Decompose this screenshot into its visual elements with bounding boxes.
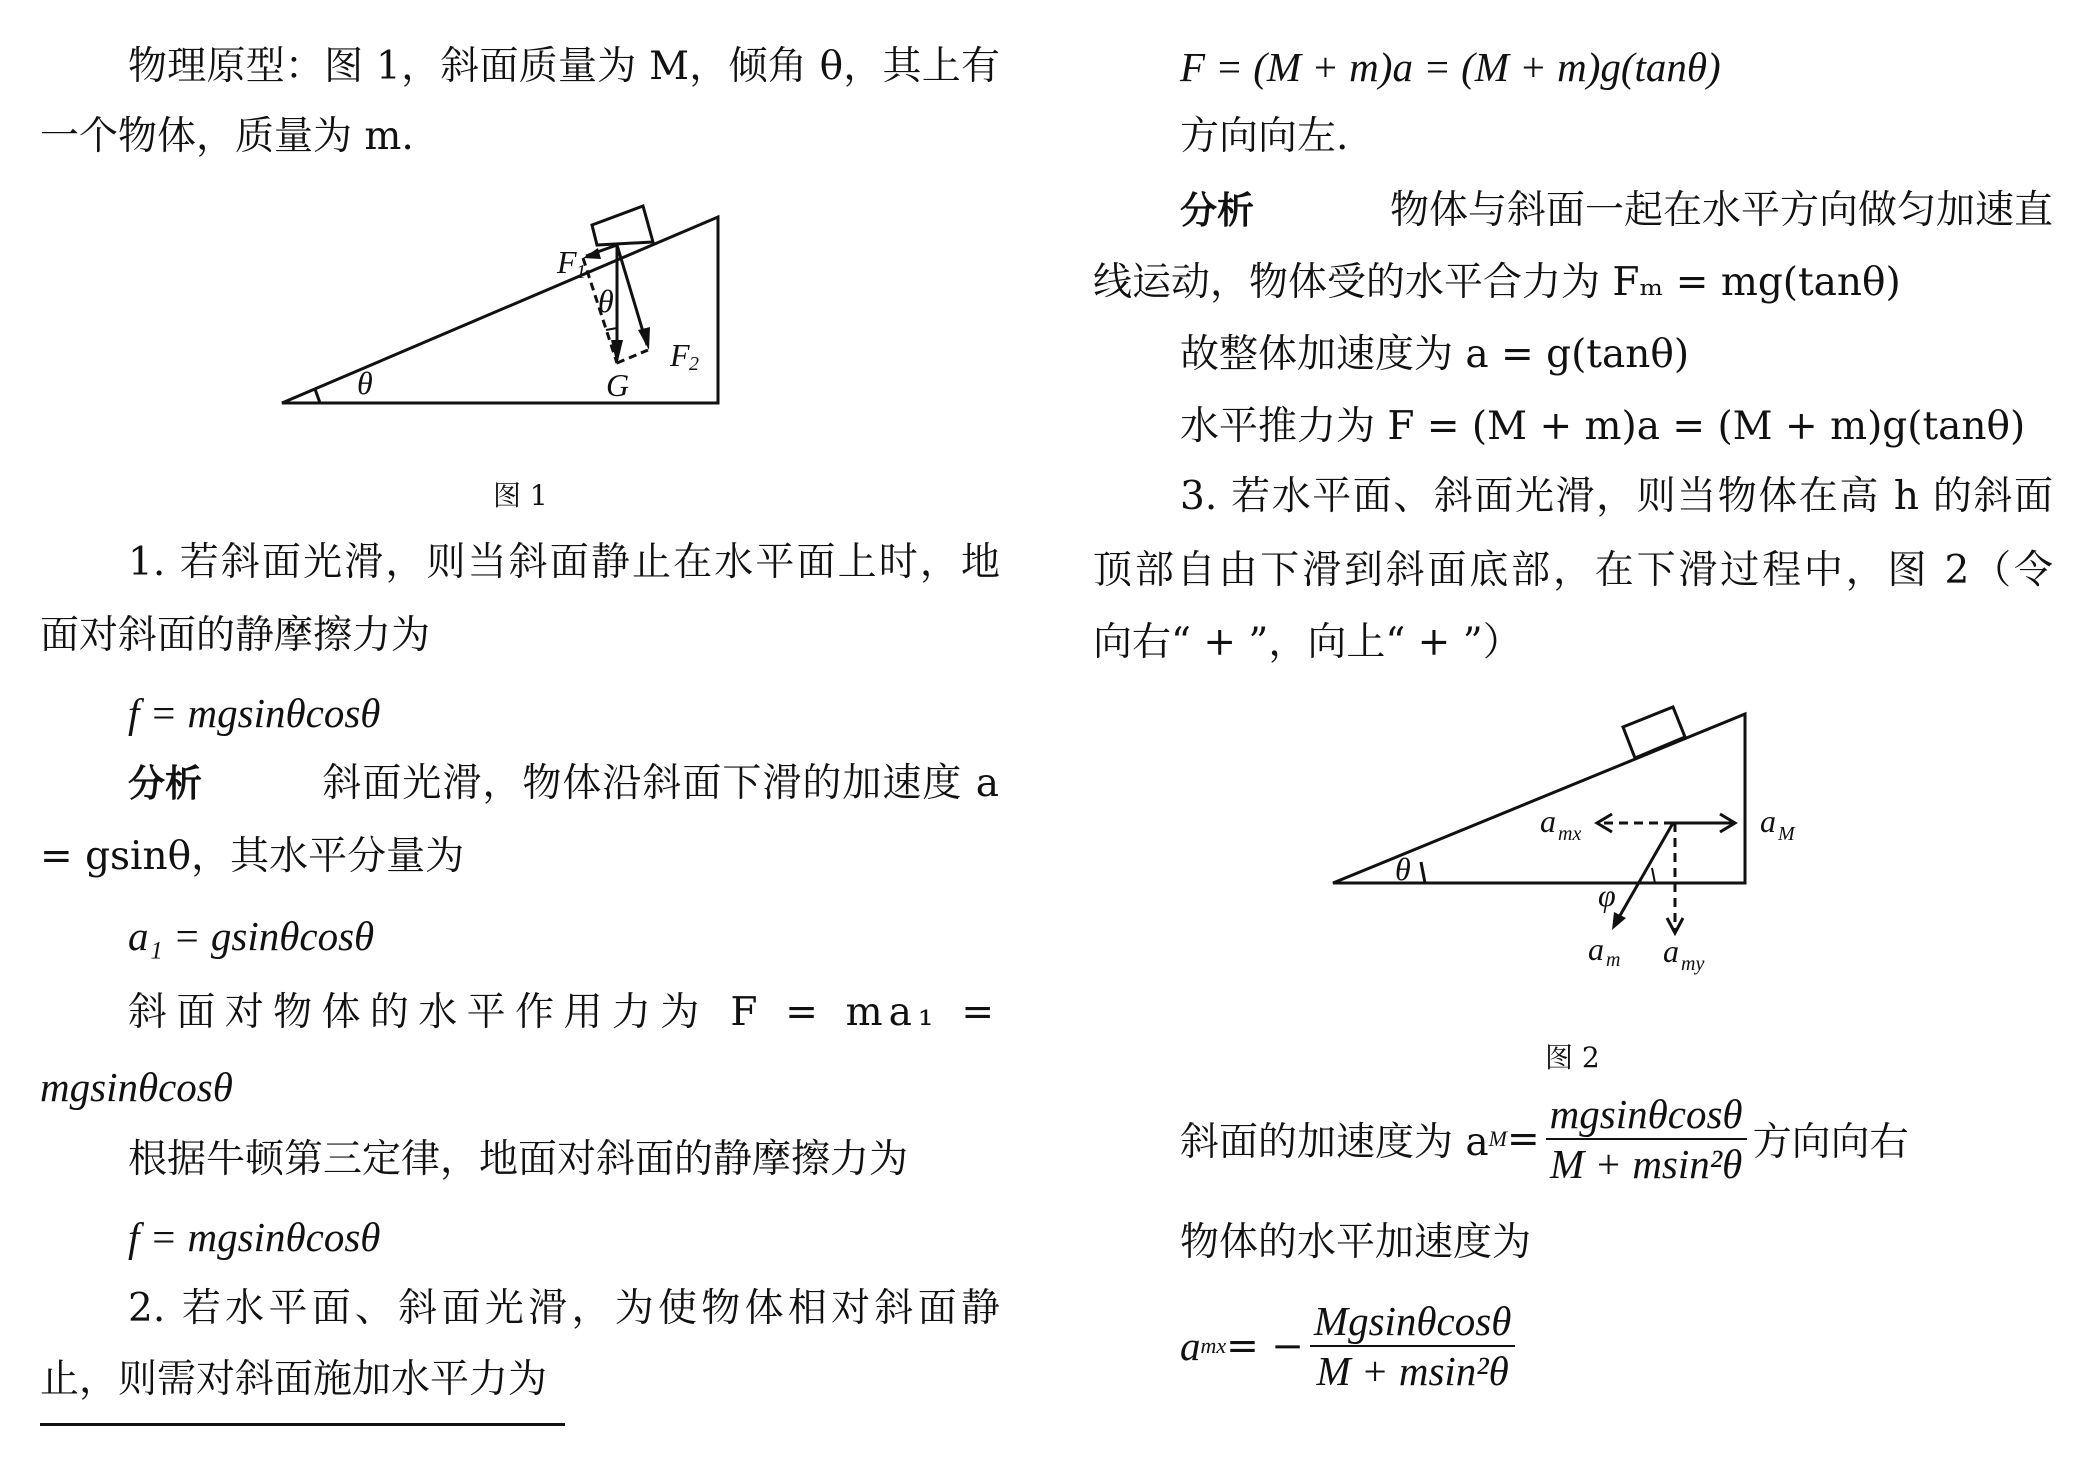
formula: f = mgsinθcosθ: [128, 1214, 381, 1260]
denominator: M + msin²θ: [1316, 1348, 1509, 1394]
incline-triangle: [282, 217, 718, 403]
formula-amx: [1180, 1297, 1521, 1395]
figure-2: [1333, 707, 1745, 933]
text-line: 2. 若水平面、斜面光滑，为使物体相对斜面静: [128, 1286, 1000, 1331]
text-line: 止，则需对斜面施加水平力为: [40, 1357, 548, 1402]
phi-label: φ: [1598, 877, 1616, 913]
amx-subscript: mx: [1558, 823, 1582, 845]
figure-2-caption: 图 2: [1545, 1041, 1600, 1074]
theta-label: θ: [357, 365, 373, 401]
text-line: [128, 758, 1000, 810]
text-line: 一个物体，质量为 m.: [40, 114, 414, 159]
analysis-heading: 分析: [128, 762, 202, 805]
formula: a₁ = gsinθcosθ: [128, 913, 375, 959]
text-line: 面对斜面的静摩擦力为: [40, 613, 431, 658]
figure-1-caption: 图 1: [493, 479, 548, 512]
subscript: M: [1488, 1126, 1507, 1151]
theta-label: θ: [1395, 851, 1411, 887]
text-line: 斜面对物体的水平作用力为 F = ma₁ =: [128, 990, 1000, 1035]
f2-label: F: [670, 337, 690, 373]
am-subscript: m: [1606, 949, 1621, 971]
text-line: 水平推力为 F = (M + m)a = (M + m)g(tanθ): [1180, 404, 2026, 449]
equals: =: [1506, 1116, 1540, 1162]
text-line: 顶部自由下滑到斜面底部，在下滑过程中，图 2（令: [1093, 548, 2053, 593]
subscript: mx: [1200, 1333, 1227, 1358]
text-line: 根据牛顿第三定律，地面对斜面的静摩擦力为: [128, 1137, 909, 1182]
block: [592, 206, 653, 245]
amy-label: a: [1663, 933, 1679, 969]
angle-arc: [315, 389, 320, 403]
text: 方向向右: [1752, 1120, 1909, 1165]
text-line: 物理原型：图 1，斜面质量为 M，倾角 θ，其上有: [128, 44, 1000, 89]
denominator: M + msin²θ: [1550, 1141, 1743, 1187]
text-line: 向右“ + ”，向上“ + ”）: [1093, 620, 1522, 665]
f1-subscript: 1: [576, 261, 586, 283]
formula: f = mgsinθcosθ: [128, 690, 381, 736]
text-line: 物体的水平加速度为: [1180, 1220, 1532, 1265]
text-line-content: 斜面光滑，物体沿斜面下滑的加速度 a: [322, 761, 1000, 806]
text-line-content: 物体与斜面一起在水平方向做匀加速直: [1389, 188, 2053, 233]
am-arrow: [1614, 823, 1673, 926]
numerator: mgsinθcosθ: [1546, 1090, 1747, 1140]
numerator: Mgsinθcosθ: [1310, 1297, 1515, 1347]
block: [1623, 707, 1685, 758]
f1-label: F: [557, 244, 577, 280]
analysis-heading: 分析: [1180, 189, 1254, 232]
text-line: 1. 若斜面光滑，则当斜面静止在水平面上时，地: [128, 540, 1000, 585]
aM-subscript: M: [1778, 823, 1795, 845]
equals: = −: [1226, 1323, 1304, 1369]
footnote-divider: [40, 1423, 565, 1426]
text: 斜面的加速度为 a: [1180, 1120, 1489, 1165]
text-line: 3. 若水平面、斜面光滑，则当物体在高 h 的斜面: [1180, 474, 2053, 519]
am-label: a: [1588, 931, 1604, 967]
aM-label: a: [1760, 803, 1776, 839]
fraction: [1546, 1090, 1747, 1188]
amy-subscript: my: [1681, 953, 1705, 975]
text-line: [1180, 185, 2053, 237]
text-line: 故整体加速度为 a = g(tanθ): [1180, 332, 1690, 377]
fraction: [1310, 1297, 1515, 1395]
formula: mgsinθcosθ: [40, 1064, 233, 1110]
amx-label: a: [1540, 803, 1556, 839]
formula: F = (M + m)a = (M + m)g(tanθ): [1180, 44, 1721, 90]
text-line: 方向向左.: [1180, 114, 1349, 159]
theta-label: θ: [598, 283, 614, 319]
text-line: 线运动，物体受的水平合力为 Fₘ = mg(tanθ): [1093, 260, 1901, 305]
g-label: G: [606, 367, 630, 403]
formula-aM: [1180, 1090, 1909, 1188]
f2-subscript: 2: [689, 353, 699, 375]
text-line: = gsinθ，其水平分量为: [40, 834, 465, 879]
text: a: [1180, 1323, 1201, 1369]
